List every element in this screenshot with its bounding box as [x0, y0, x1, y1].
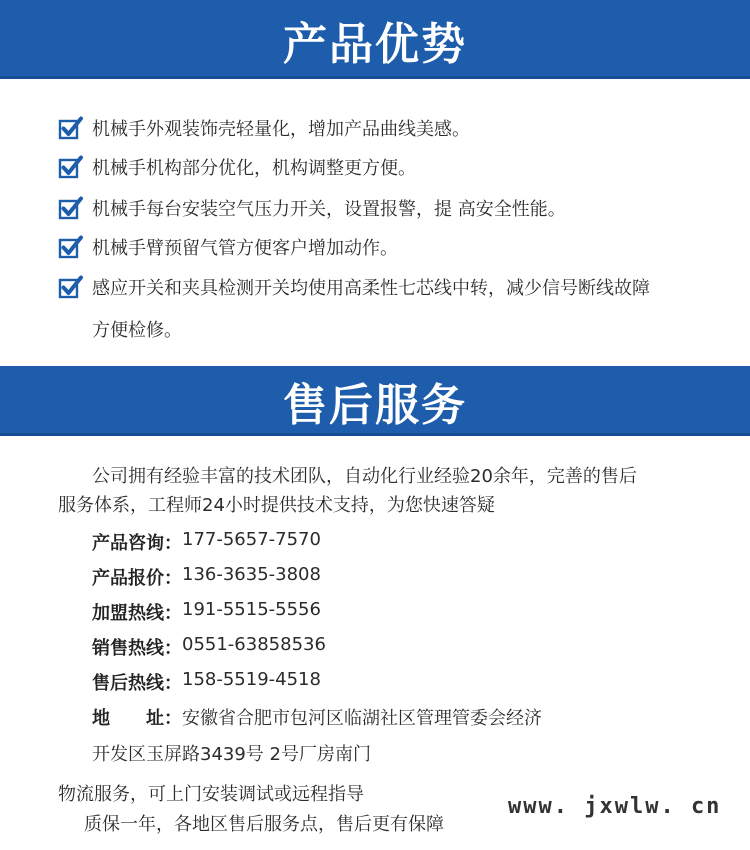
contact-value: 177-5657-7570 [182, 529, 321, 550]
list-item [58, 115, 470, 141]
logistics-text: 物流服务，可上门安装调试或远程指导 [58, 784, 364, 805]
contact-value: 191-5515-5556 [182, 599, 321, 620]
list-item [58, 234, 398, 260]
contact-row [92, 599, 321, 625]
contact-row [92, 669, 321, 695]
advantage-continuation: 方便检修。 [92, 320, 182, 341]
section-banner-advantages [0, 0, 750, 79]
advantage-text: 机械手机构部分优化，机构调整更方便。 [92, 158, 416, 179]
advantage-text: 感应开关和夹具检测开关均使用高柔性七芯线中转，减少信号断线故障 [92, 278, 650, 299]
section-title: 售后服务 [283, 380, 467, 431]
contact-row [92, 564, 321, 590]
contact-label: 售后热线： [92, 673, 182, 694]
checkbox-check-icon [58, 234, 84, 260]
contact-label: 产品咨询： [92, 533, 182, 554]
watermark: www. jxwlw. cn [508, 794, 722, 819]
contact-value: 158-5519-4518 [182, 669, 321, 690]
contact-row [92, 634, 326, 660]
contact-label: 销售热线： [92, 638, 182, 659]
contact-label: 加盟热线： [92, 603, 182, 624]
section-banner-service [0, 366, 750, 436]
checkbox-check-icon [58, 115, 84, 141]
checkbox-check-icon [58, 154, 84, 180]
address-line-2: 开发区玉屏路3439号 2号厂房南门 [92, 744, 371, 765]
list-item [58, 274, 650, 300]
list-item [58, 154, 416, 180]
checkbox-check-icon [58, 195, 84, 221]
contact-label: 地 址： [92, 708, 182, 729]
contact-label: 产品报价： [92, 568, 182, 589]
service-intro-line: 公司拥有经验丰富的技术团队，自动化行业经验20余年，完善的售后 [92, 466, 637, 487]
contact-value: 安徽省合肥市包河区临湖社区管理管委会经济 [182, 708, 542, 729]
advantage-text: 机械手每台安装空气压力开关，设置报警，提 高安全性能。 [92, 199, 566, 220]
advantage-text: 机械手臂预留气管方便客户增加动作。 [92, 238, 398, 259]
list-item [58, 195, 566, 221]
contact-value: 0551-63858536 [182, 634, 326, 655]
contact-value: 136-3635-3808 [182, 564, 321, 585]
service-intro-line: 服务体系，工程师24小时提供技术支持，为您快速答疑 [58, 495, 495, 516]
section-title: 产品优势 [283, 18, 467, 70]
warranty-text: 质保一年，各地区售后服务点，售后更有保障 [84, 814, 444, 835]
contact-row-address [92, 704, 542, 730]
contact-row [92, 529, 321, 555]
checkbox-check-icon [58, 274, 84, 300]
advantage-text: 机械手外观装饰壳轻量化，增加产品曲线美感。 [92, 119, 470, 140]
